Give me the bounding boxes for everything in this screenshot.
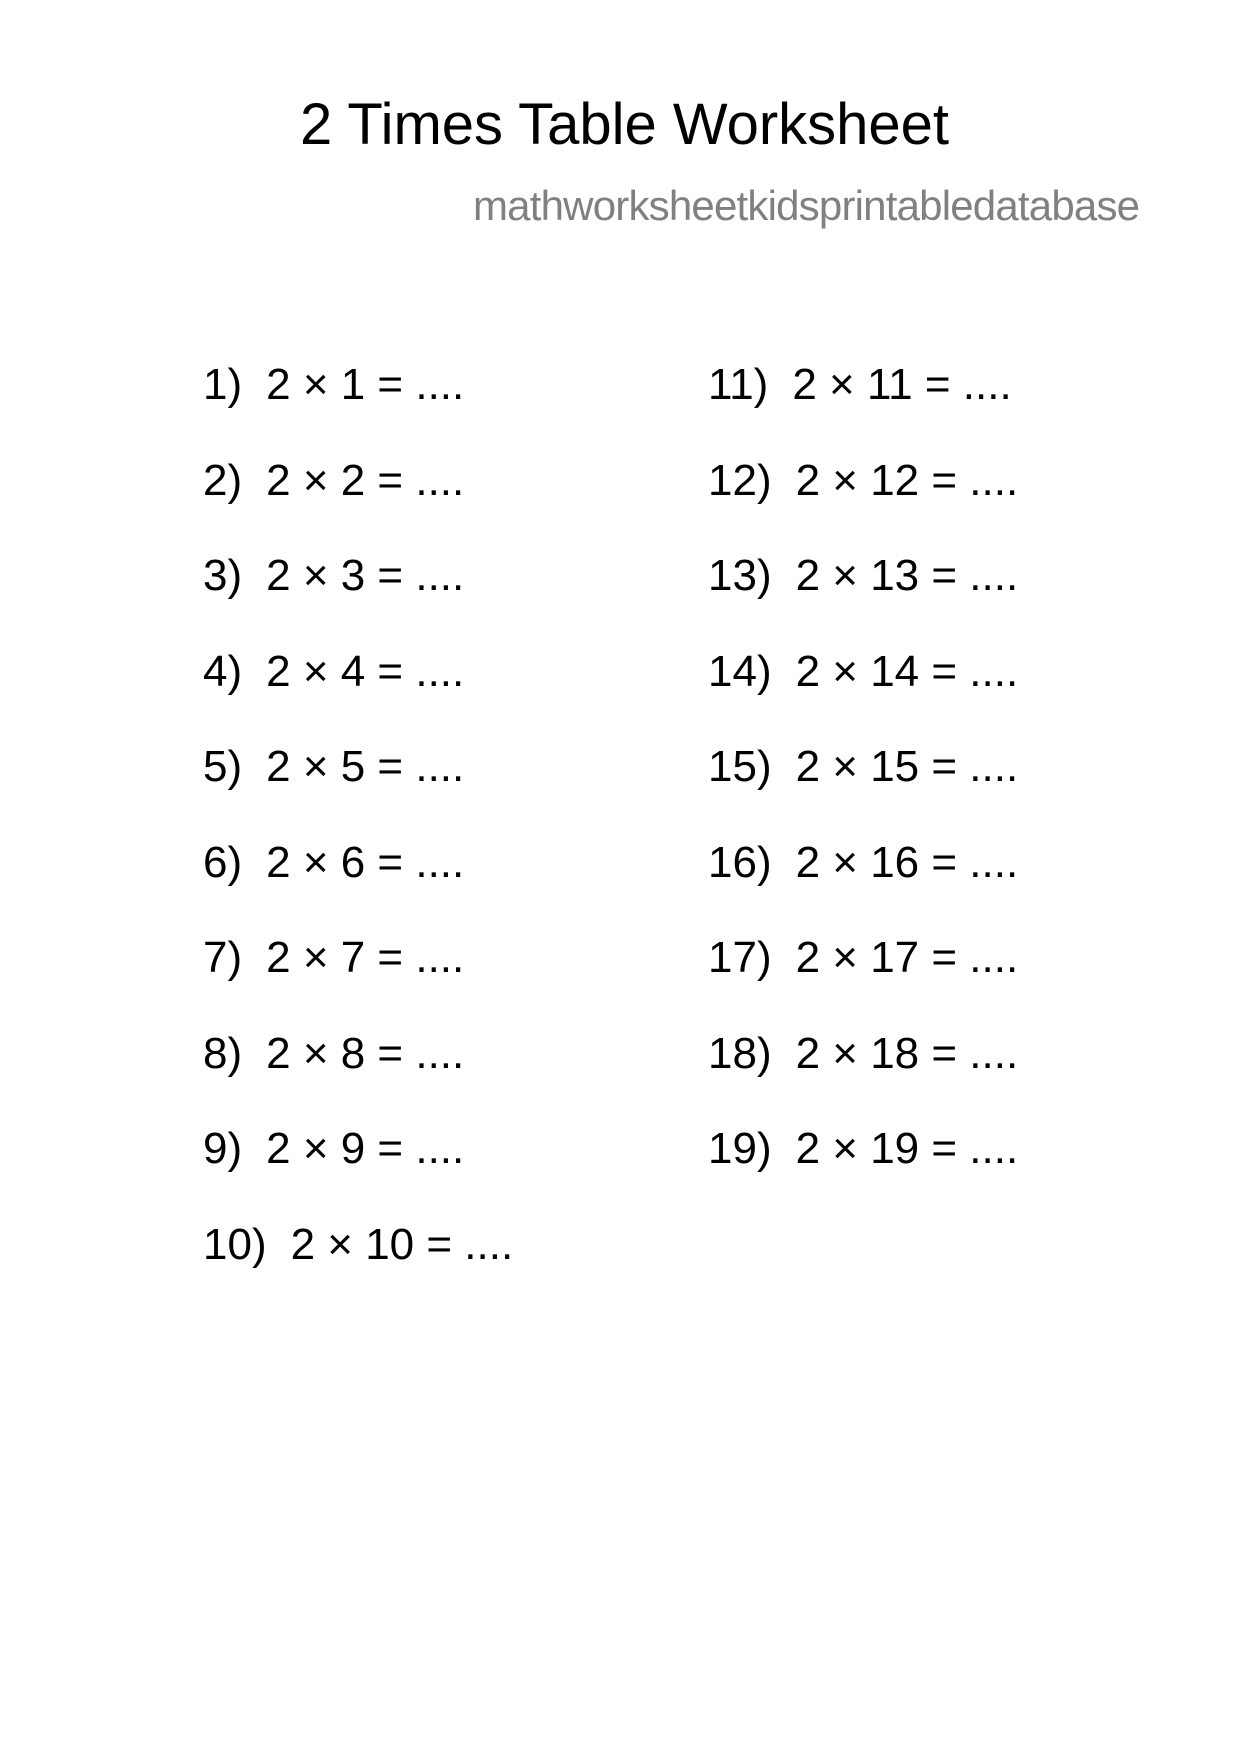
problem-item	[203, 1028, 465, 1078]
problem-expression: 2 × 4 = ....	[266, 646, 465, 696]
problem-item	[708, 455, 1019, 505]
problem-item	[708, 933, 1019, 982]
problem-expression: 2 × 2 = ....	[266, 455, 465, 505]
problem-number: 12)	[708, 455, 772, 505]
problem-item	[203, 933, 465, 982]
problem-number: 17)	[708, 933, 772, 982]
problem-expression: 2 × 18 = ....	[795, 1028, 1019, 1078]
problem-number: 14)	[708, 646, 772, 696]
problem-item	[203, 455, 465, 505]
problem-number: 9)	[203, 1124, 243, 1173]
problem-expression: 2 × 15 = ....	[795, 742, 1019, 791]
problem-expression: 2 × 7 = ....	[266, 933, 465, 982]
problem-number: 2)	[203, 455, 243, 505]
problem-item	[203, 1124, 465, 1173]
problem-item	[708, 360, 1012, 409]
problem-expression: 2 × 12 = ....	[795, 455, 1019, 505]
problem-expression: 2 × 1 = ....	[266, 360, 465, 409]
problem-expression: 2 × 13 = ....	[795, 551, 1019, 600]
problem-item	[708, 837, 1019, 887]
problem-item	[708, 742, 1019, 791]
problem-expression: 2 × 5 = ....	[266, 742, 465, 791]
worksheet-title: 2 Times Table Worksheet	[300, 92, 950, 157]
problem-expression: 2 × 6 = ....	[266, 837, 465, 887]
problem-expression: 2 × 14 = ....	[795, 646, 1019, 696]
problem-item	[203, 1219, 514, 1269]
problem-number: 1)	[203, 360, 243, 409]
problem-number: 18)	[708, 1028, 772, 1078]
problem-number: 11)	[708, 360, 769, 409]
problem-number: 15)	[708, 742, 772, 791]
problem-number: 6)	[203, 837, 243, 887]
worksheet-source: mathworksheetkidsprintabledatabase	[473, 182, 1140, 229]
problem-item	[203, 551, 465, 600]
problem-number: 3)	[203, 551, 243, 600]
problem-expression: 2 × 17 = ....	[795, 933, 1019, 982]
problem-expression: 2 × 16 = ....	[795, 837, 1019, 887]
problem-number: 16)	[708, 837, 772, 887]
problem-expression: 2 × 9 = ....	[266, 1124, 465, 1173]
problem-item	[708, 1028, 1019, 1078]
problem-number: 19)	[708, 1124, 772, 1173]
problem-number: 10)	[203, 1219, 267, 1269]
problem-item	[203, 837, 465, 887]
problem-number: 4)	[203, 646, 243, 696]
problem-item	[203, 646, 465, 696]
problem-item	[203, 360, 465, 409]
problem-expression: 2 × 3 = ....	[266, 551, 465, 600]
problem-number: 5)	[203, 742, 243, 791]
problem-number: 7)	[203, 933, 243, 982]
problem-item	[203, 742, 465, 791]
problem-expression: 2 × 11 = ....	[792, 360, 1012, 409]
problem-item	[708, 1124, 1019, 1173]
problem-item	[708, 646, 1019, 696]
problem-number: 8)	[203, 1028, 243, 1078]
problem-expression: 2 × 19 = ....	[795, 1124, 1019, 1173]
problem-expression: 2 × 10 = ....	[290, 1219, 514, 1269]
problem-number: 13)	[708, 551, 772, 600]
problem-expression: 2 × 8 = ....	[266, 1028, 465, 1078]
problem-item	[708, 551, 1019, 600]
